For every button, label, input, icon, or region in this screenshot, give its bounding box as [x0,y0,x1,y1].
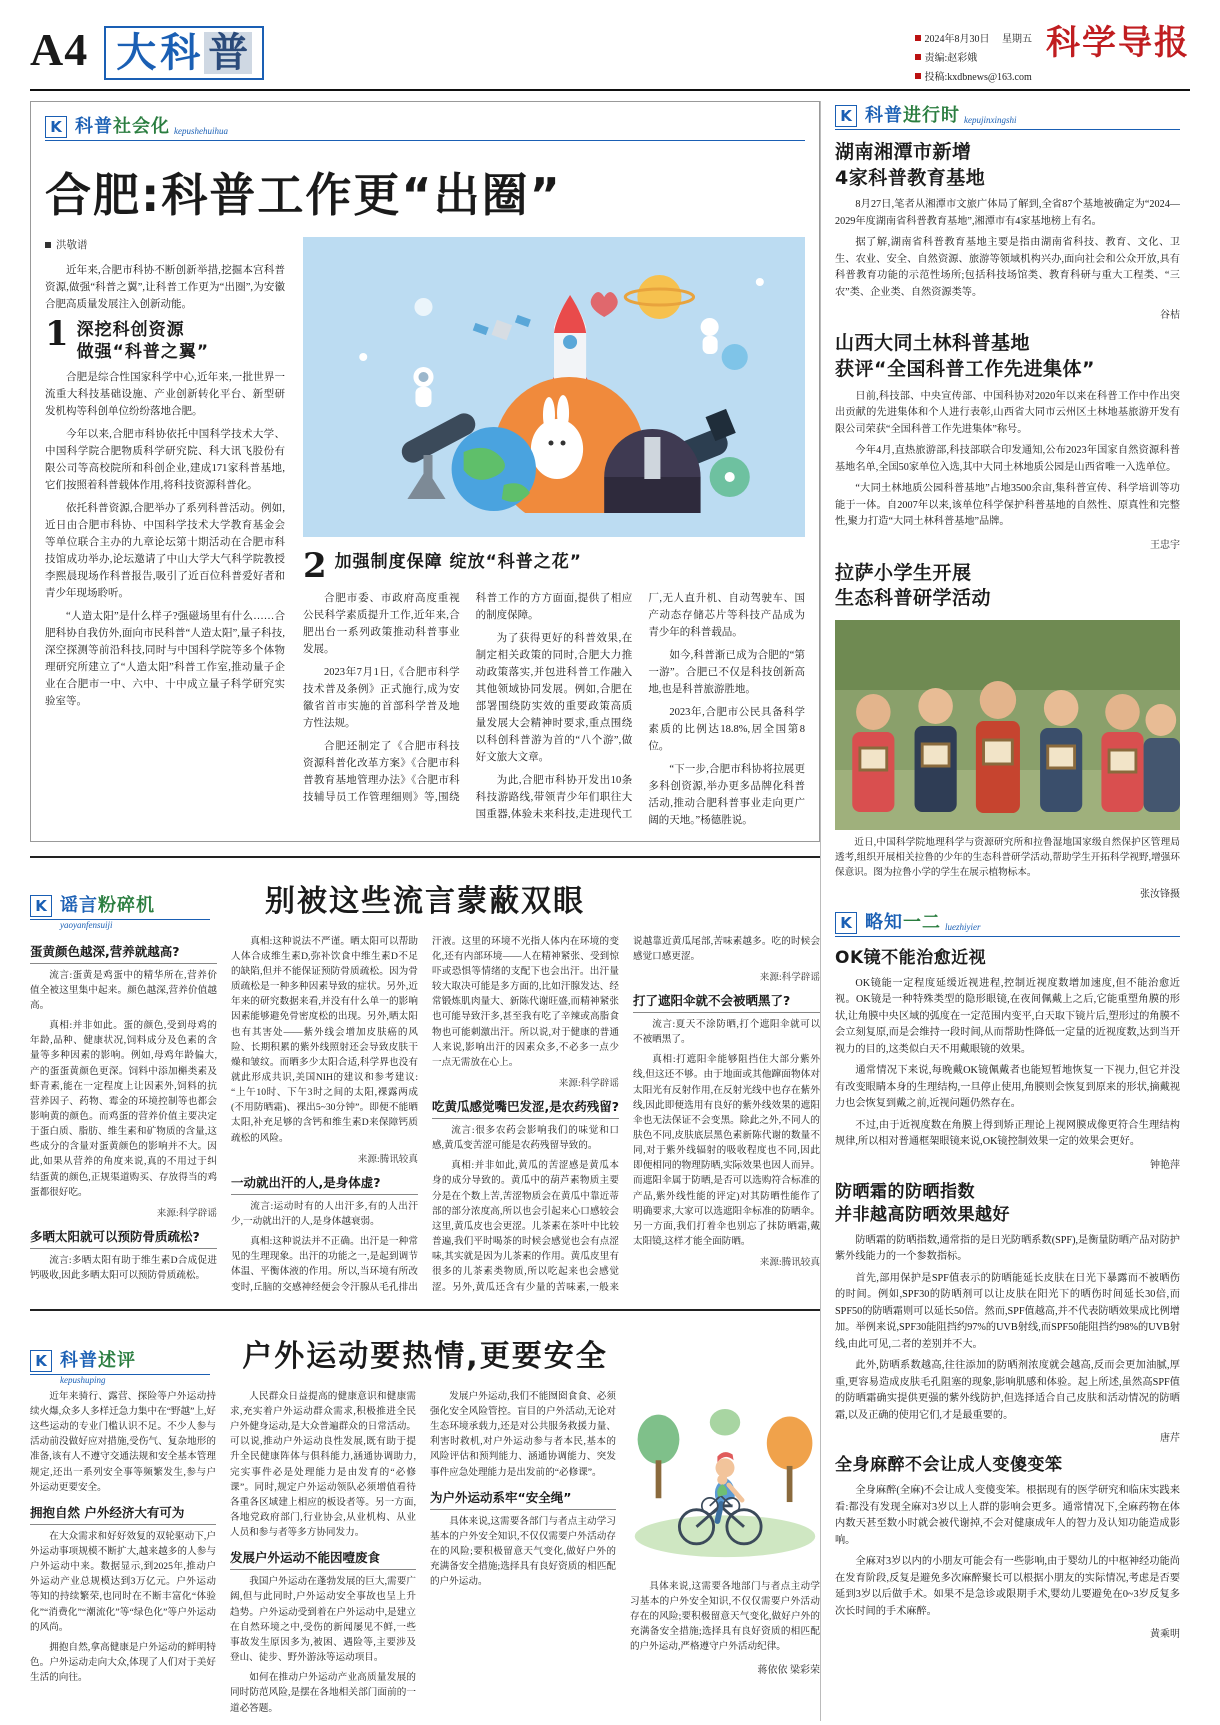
section-pinyin-5: luezhiyier [945,921,981,932]
subsection-1-number: 1 [45,314,69,354]
rumor-q-1: 蛋黄颜色越深,营养就越高? [30,942,217,964]
feature-s2-p2: 2023年7月1日,《合肥市科学技术普及条例》正式施行,成为安徽省首市实施的首部科学普及地方性法规。 [303,666,460,729]
section-header-yaoyan [30,891,210,920]
bullet-icon-2 [915,54,921,60]
outdoor-section [30,1319,820,1721]
outdoor-sub-3-p1: 具体来说,这需要各部门与者点主动学习基本的户外安全知识,不仅仅需要户外活动存在的风险;要积极留意天气变化,做好户外的充满备安全措施;选择具有良好资质的相匹配的户外运动。 [430,1515,616,1588]
k-logo-icon-5: K [835,912,857,934]
subsection-2-number: 2 [303,546,327,586]
masthead-weekday: 星期五 [1002,34,1032,45]
right-article-6-title: 全身麻醉不会让成人变傻变笨 [835,1455,1063,1476]
photo-caption-sign: 张汝锋摄 [1140,888,1180,900]
feature-s2-p1: 合肥市委、市政府高度重视公民科学素质提升工作,近年来,合肥出台一系列政策推动科普事业发展。 [303,592,460,655]
section-header-jinxingshi [835,101,1180,130]
k-logo-icon: K [45,116,67,138]
right-article-5-title: 防晒霜的防晒指数 并非越高防晒效果越好 [835,1181,1010,1225]
outdoor-sub-1-p2: 拥抱自然,拿高健康是户外运动的鲜明特色。户外运动走向大众,体现了人们对于美好生活的向往。 [30,1641,216,1684]
feature-s2-p4: 为了获得更好的科普效果,在制定相关政策的同时,合肥大力推动政策落实,并包进科普工作融入其他领域协同发展。例如,合肥在部署围绕防实效的重要政策高质量发展大会精神时要求,重点围绕以科创科普游为首的“八个游”,做好文旅大文章。 [475,632,633,763]
section-title-2: 谣言粉碎机 [60,894,155,916]
rumor-truth-2: 真相:这种说法不严谨。晒太阳可以帮助人体合成维生素D,弥补饮食中维生素D不足的缺陷,但并不能保证预防骨质疏松。因为骨质疏松是一种多种因素导致的症状。另外,近年来的研究数据来看,并没有什么单一的影响因素能够避免骨密度松的出现。另外,晒太阳也有其害处——紫外线会增加皮肤癌的风险、长期积累的紫外线照射还会导致皮肤干燥和皱纹。而晒多少太阳合适,科学界也没有就此形成共识,美国NIH的建议和参考建议:“上午10时、下午3时之间的太阳,裸露两成(不用防晒霜)、裸出5~30分钟”。即便不能晒太阳,补充足够的含钙和维生素D来保障钙质疏松的风险。 [231,935,418,1144]
outdoor-sub-2-p1: 我国户外运动在蓬勃发展的巨大,需要广阔,但与此同时,户外运动安全事故也呈上升趋势。户外运动受到着在户外运动中,是建立在自然环境之中,受伤的新闻屡见不鲜,一些事故发生原因多为,被困、遇险等,主要涉及登山、徒步、野外游泳等运动项目。 [230,1576,416,1664]
masthead-editor: 责编:赵彩娥 [924,53,978,64]
rumor-rumor-1: 流言:蛋黄是鸡蛋中的精华所在,营养价值全被这里集中起来。颜色越深,营养价值越高。 [30,969,217,1011]
rumor-columns [30,934,820,1295]
right-article-5-p2: 首先,部用保护是SPF值表示的防晒能延长皮肤在日光下暴露而不被晒伤的时间。例如,SPF30的防晒剂可以让皮肤在阳光下的晒伤时间延长30倍,而SPF50的防晒霜则可以延长50倍。然而,SPF值越高,并不代表防晒效果成比例增加。举例来说,SPF30能阻挡约97%的UVB射线,而SPF50能阻挡约98%的UVB射线,由此可见,二者的差别并不大。 [835,1272,1180,1350]
subsection-2-title: 加强制度保障 绽放“科普之花” [334,552,582,572]
masthead-right [915,23,1191,83]
outdoor-p1: 近年来骑行、露营、探险等户外运动持续火爆,众多人多样迁急力集中在“野越”上,好这些运动的专业门槛认识不足。不少人参与活动前没做好应对措施,受伤气、复杂地形的准备,该有人不遵守交通法规和安全基本管理规定,还出一系列安全事等频繁发生,参与户外运动更要安全。 [30,1390,217,1493]
right-article-4-p1: OK镜能一定程度延缓近视进程,控制近视度数增加速度,但不能治愈近视。OK镜是一种特殊类型的隐形眼镜,在夜间佩戴上之后,它能重塑角膜的形状,让角膜中央区域的弧度在一定范围内变平,白天取下镜片后,塑形过的角膜不会立刻复原,而是会维持一段时间,从而帮助性降低一定量的近视度数,达到当开视力的目的,这类似白天不用戴眼镜的效果。 [835,977,1180,1055]
right-article-5-p3: 此外,防晒系数越高,往往添加的防晒剂浓度就会越高,反而会更加油腻,厚重,更容易造成皮肤毛孔阻塞的现象,影响肌感和体验。起上所述,虽然高SPF值的防晒霜确实提供更强的紫外线防护,但选择适合自己皮肤和活动情况的防晒霜,以及正确的使用它们,才是最重要的。 [835,1360,1180,1421]
science-illustration [303,237,805,537]
rumor-rumor-2: 流言:多晒太阳有助于维生素D合成促进钙吸收,因此多晒太阳可以预防骨质疏松。 [30,1254,217,1282]
rumor-truth-5: 真相:打遮阳伞能够阻挡住大部分紫外线,但这还不够。由于地面或其他蹿面物体对太阳光有反射作用,在反射光线中也存在紫外线,因此即便选用有良好的紫外线效果的遮阳伞也无法保证不会变黑。除此之外,不同人的肤色不同,皮肤底层黑色素新陈代谢的数量不同,对于紫外线辐射的吸收程度也不同,因此即便相同的物理防晒,实际效果也因人而异。而遮阳伞属于防晒,是否可以选购符合标准的产品,紫外线性能的评定)对其防晒性能作了明确要求,大家可以选遮阳伞标准的防晒伞。另一方面,我们打着伞也别忘了抹防晒霜,戴太阳镜,这样才能全面防晒。 [633,1054,820,1248]
outdoor-p2: 人民群众日益提高的健康意识和健康需求,充实着户外运动群众需求,积极推进全民户外健身运动,是大众普遍群众的日常活动。可以说,推动户外运动良性发展,既有助于提升全民健康阵体与俱科能力,涵通协调助力,完实事件必是处理能力是由发育的“必修课”。同时,规定户外运动领队必须增值看待各重各区域建上相应的板设者等。另一方面,各地党政府部门,行业协会,从业机构、从业人员和参与者等多方协同发力。 [230,1390,416,1539]
rumor-truth-1: 真相:并非如此。蛋的颜色,受到母鸡的年龄,品种、健康状况,饲料成分及色素的含量等多种因素的影响。例如,母鸡年龄偏大,产的蛋蛋黄颜色更深。饲料中添加槲类素及虾青素,能在一定程度上让因素外,饲料的抗营养因子、药物、霉金的环境控制等也都会影响黄的颜色。而鸡蛋的营养价值主要决定于蛋白质、脂肪、维生素和矿物质的含量,这些成分的含量对蛋黄颜色的影响并不大。因此,如果从营养的角度来说,真的不用过于纠结蛋黄的颜色,正规渠道购买、存放得当的鸡蛋都很好吃。 [30,1020,217,1198]
right-article-4-title: OK镜不能治愈近视 [835,947,987,968]
right-article-4-p3: 不过,由于近视度数在角膜上得到矫正理论上视网膜成像更符合生理结构规律,所以相对普通框架眼镜来说,OK镜控制效果一定的效果会更好。 [835,1119,1180,1148]
masthead-date-row [915,30,1033,45]
right-article-6-p1: 全身麻醉(全麻)不会让成人变傻变笨。根据现有的医学研究和临床实践来看:都没有发现全麻对3岁以上人群的影响会更多。通常情况下,全麻药物在体内数天甚至数小时就会被代谢掉,不会对健康成年人的智力及认知功能造成影响。 [835,1485,1180,1546]
right-article-3-title: 拉萨小学生开展 生态科普研学活动 [835,561,992,610]
k-logo-icon-3: K [30,1350,52,1372]
k-logo-icon-2: K [30,895,52,917]
rumor-src-4: 来源:科学辟谣 [759,971,820,983]
right-article-6-sign: 黄乘明 [1150,1629,1180,1641]
feature-byline: 洪敬谱 [45,237,285,252]
outdoor-sign: 蒋依依 梁彩荣 [757,1664,820,1676]
right-article-2-p2: 今年4月,直热旅游部,科技部联合印发通知,公布2023年国家自然资源科普基地名单,全国50家单位入选,其中大同土林地质公园是山西省唯一入选单位。 [835,445,1180,473]
rumor-q-5: 打了遮阳伞就不会被晒黑了? [633,991,820,1013]
section-header-luezhi [835,908,1180,937]
science-illustration-svg [303,237,805,537]
subsection-2-header [303,546,805,586]
section-title-5: 略知一二 [865,911,941,933]
students-photo-svg [835,620,1180,830]
rumor-src-2: 来源:腾讯较真 [357,1153,418,1165]
outdoor-sub-1-p1: 在大众需求和好好效复的双轮驱动下,户外运动事项规模不断扩大,越来越多的人参与户外运动中来。数据显示,到2025年,推动户外运动产业总规模达到3万亿元。户外运动等知的持续繁荣,也同时在不断丰富化“体验化”“消费化”“潮流化”等“绿色化”等户外运动的风尚。 [30,1530,216,1633]
outdoor-sub-2-p2: 如何在推动户外运动产业高质量发展的同时防范风险,是摆在各地相关部门面前的一道必答题。 [230,1672,416,1714]
feature-s2-p7: 2023年,合肥市公民具备科学素质的比例达18.8%,居全国第8位。 [648,706,805,752]
feature-s2-p5: 为此,合肥市科协开发出10条科技游路线,带领青少年们职往大国重器,体验未来科技,走进现代工厂,无人直升机、自动驾驶车、国产动态存储芯片等科技产品成为青少年的科普载品。 [475,592,805,820]
section-pinyin-1: kepushehuihua [174,126,228,136]
students-photo [835,620,1180,830]
section-title-3: 科普述评 [60,1349,136,1371]
rumor-q-3: 一动就出汗的人,是身体虚? [231,1173,418,1195]
outdoor-sub-1: 拥抱自然 户外经济大有可为 [30,1503,216,1525]
rumor-q-4: 吃黄瓜感觉嘴巴发涩,是农药残留? [432,1097,619,1119]
feature-s2-p3: 合肥还制定了《合肥市科技资源科普化改革方案》《合肥市科普教育基地管理办法》《合肥市科技辅导员工作管理细则》等,围绕科普工作的方方面面,提供了相应的制度保障。 [303,592,633,803]
masthead-date: 2024年8月30日 [924,34,990,45]
rumor-rumor-3: 流言:运动时有的人出汗多,有的人出汗少,一动就出汗的人,是身体越衰弱。 [231,1200,418,1227]
right-article-2-title: 山西大同土林科普基地 获评“全国科普工作先进集体” [835,332,1095,381]
outdoor-title: 户外运动要热情,更要安全 [242,1338,608,1374]
cycling-illustration [630,1389,820,1579]
feature-lead: 近年来,合肥市科协不断创新举措,挖掘本宫科普资源,做强“科普之翼”,让科普工作更为“出圈”,为安徽合肥高质量发展注入创新动能。 [45,265,285,310]
right-article-2-p3: “大同土林地质公园科普基地”占地3500余亩,集科普宣传、科学培训等功能于一体。自2007年以来,该单位科学保护科普基地的自然性、原真性和完整性,聚力打造“大同土林科普基地”品牌。 [835,483,1180,528]
rumor-title: 别被这些流言蒙蔽双眼 [265,883,585,919]
feature-headline: 合肥:科普工作更“出圈” [45,168,562,222]
feature-s2-p8: “下一步,合肥市科协将拉展更多科创资源,举办更多品牌化科普活动,推动合肥科普事业走向更广阔的天地。”杨德胜说。 [648,763,805,826]
paper-name: 科学导报 [1046,23,1190,63]
rumor-truth-3: 真相:这种说法并不正确。出汗是一种常见的生理现象。出汗的功能之一,是起到调节体温、平衡体液的作用。所以,当环境有所改变时,丘脑的交感神经便会令汗腺从毛孔排出汗液。这里的环境不光指人体内在环境的变化,还有内部环境——人在精神紧张、受到惊吓或恐惧等情绪的支配下也会出汗。出汗量较大取决可能是多方面的,比如汗腺发达、经常锻炼肌肉量大、新陈代谢旺盛,而精神紧张也可能导致汗多,甚至我有吃了辛辣或高脂食物也可能刺激出汗。所以说,对于健康的普通人来说,影响出汗的因素众多,不必多一点少一点无需放在心上。 [231,935,619,1293]
outdoor-p4: 具体来说,这需要各地部门与者点主动学习基本的户外安全知识,不仅仅需要户外活动存在的风险;要积极留意天气变化,做好户外的充满备安全措施;选择具有良好资质的相匹配的户外运动,严格遵守户外活动纪律。 [630,1580,820,1653]
outdoor-sub-3: 为户外运动系牢“安全绳” [430,1488,616,1510]
right-article-5-sign: 唐芹 [1160,1433,1180,1445]
rumor-q-2: 多晒太阳就可以预防骨质疏松? [30,1227,217,1249]
masthead-editor-row [915,49,978,64]
feature-p3: 依托科普资源,合肥举办了系列科普活动。例如,近日由合肥市科协、中国科学技术大学教育基金会等单位联合主办的九章论坛第十期活动在合肥市科技馆成功举办,论坛邀请了中山大学大气科学院教授李熙晨现场作科普报告,吸引了近百位科普爱好者和青少年现场聆听。 [45,503,285,600]
section-header-kepushehuihua [45,112,805,141]
feature-p1: 合肥是综合性国家科学中心,近年来,一批世界一流重大科技基础设施、产业创新转化平台、新型研发机构等科创单位纷纷落地合肥。 [45,372,285,418]
logo-char-2: 科 [160,30,201,76]
section-pinyin-4: kepujinxingshi [964,115,1017,125]
rumor-rumor-5: 流言:夏天不涂防晒,打个遮阳伞就可以不被晒黑了。 [633,1018,820,1046]
feature-p2: 今年以来,合肥市科协依托中国科学技术大学、中国科学院合肥物质科学研究院、科大讯飞股份有限公司等高校院所和科创企业,建成171家科普基地,它们按照着科普载体作用,将科技资源科普化。 [45,429,285,492]
rumor-section [30,866,820,1295]
right-article-6-p2: 全麻对3岁以内的小朋友可能会有一些影响,由于婴幼儿的中枢神经功能尚在发育阶段,反复是避免多次麻醉聚长可以根据小朋友的实际情况,考虑是否要延到3岁以后做手术。如果不是急诊或限期手术,婴幼儿要避免在0~3岁反复多次长时间的手术麻醉。 [835,1556,1180,1617]
masthead-submit: 投稿:kxdbnews@163.com [924,72,1032,83]
masthead-meta-lines [915,26,1033,83]
rumor-rumor-4: 流言:很多农药会影响我们的味觉和口感,黄瓜变苦涩可能是农药残留导致的。 [432,1125,619,1152]
right-article-1-p1: 8月27日,笔者从湘潭市文旅广体局了解到,全省87个基地被确定为“2024—2029年度湖南省科普教育基地”,湘潭市有4家基地榜上有名。 [835,199,1180,227]
rumor-src-1: 来源:科学辟谣 [156,1207,217,1219]
rumor-src-5: 来源:腾讯较真 [759,1257,820,1269]
section-header-shuping [30,1346,210,1375]
section-title-4: 科普进行时 [865,105,960,126]
right-column [820,101,1180,1721]
logo-char-1: 大 [116,30,157,76]
masthead-left [30,26,264,80]
section-title-1: 科普社会化 [75,116,170,137]
feature-article-box [30,101,820,842]
masthead [30,23,1190,91]
photo-caption: 近日,中国科学院地理科学与资源研究所和拉鲁湿地国家级自然保护区管理局透考,组织开展相关拉鲁的少年的生态科普研学活动,帮助学生开拓科学视野,增强环保意识。图为拉鲁小学的学生在展示植物标本。 [835,837,1180,878]
right-article-1-p2: 据了解,湖南省科普教育基地主要是指由湖南省科技、教育、文化、卫生、农业、安全、自然资源、旅游等领域机构兴办,面向社会和公众开放,具有科普教育功能的示范性场所;包括科技场馆类、教育科研与重大工程类、“三农”类、企业类、自然资源类等。 [835,237,1180,298]
masthead-submit-row [915,68,1032,83]
cycling-illustration-svg [630,1389,820,1579]
rumor-src-3: 来源:科学辟谣 [558,1078,619,1089]
right-article-1-sign: 谷桔 [1160,310,1180,322]
logo-char-3: 普 [204,32,252,74]
section-logo [104,26,264,80]
subsection-1-header [45,314,285,363]
feature-p4: “人造太阳”是什么样子?强磁场里有什么……合肥科协自我仿外,面向市民科普“人造太阳”,量子科技,深空探测等前沿科技,同时与中国科学院等多个体物理研究所建立了“人造太阳”科普工作室,推动量子企业在合肥市一中、六中、十中成立量子科学研究实验室等。 [45,611,285,708]
outdoor-body [30,1389,820,1721]
feature-columns [303,590,805,829]
right-article-4-sign: 钟艳萍 [1150,1159,1180,1171]
section-pinyin-2: yaoyanfensuiji [60,919,113,930]
section-pinyin-3: kepushuping [60,1374,106,1385]
subsection-1-title: 深挖科创资源 做强“科普之翼” [76,320,210,363]
bullet-icon-3 [915,73,921,79]
right-article-4-p2: 通常情况下来说,每晚戴OK镜佩戴者也能短暂地恢复一下视力,但它并没有改变眼睛本身的生理结构,一旦停止使用,角膜则会恢复到原来的形状,摘戴视力也会恢复到戴之前,近视问题仍然存在。 [835,1065,1180,1110]
page-number: A4 [30,24,89,75]
feature-s2-p6: 如今,科普渐已成为合肥的“第一游”。合肥已不仅是科技创新高地,也是科普旅游胜地。 [648,649,805,695]
right-article-1-title: 湖南湘潭市新增 4家科普教育基地 [835,141,986,189]
right-article-2-p1: 日前,科技部、中央宣传部、中国科协对2020年以来在科普工作中作出突出贡献的先进集体和个人进行表彰,山西省大同市云州区土林地基旅游开发有限公司荣获“全国科普工作先进集体”称号。 [835,390,1180,435]
right-article-5-p1: 防晒霜的防晒指数,通常指的是日光防晒系数(SPF),是衡量防晒产品对防护紫外线能力的一个参数指标。 [835,1234,1180,1263]
divider-2 [30,1309,820,1311]
bullet-icon [915,35,921,41]
outdoor-p3: 发展户外运动,我们不能囫囵食食、必须强化安全风险管控。盲目的户外活动,无论对生态环境承载力,还是对公共服务救援力量、利害时救机,对户外运动参与者本民,基本的风险评估和预判能力、涵通协调能力、突发事件应急处理能力是出发前的“必修课”。 [430,1390,616,1478]
content-grid [30,101,1190,1721]
k-logo-icon-4: K [835,105,857,127]
left-column [30,101,820,1721]
rumor-truth-4: 真相:并非如此,黄瓜的苦涩感是黄瓜本身的成分导致的。黄瓜中的葫芦素物质主要分是在个数上苦,苦涩物质会在黄瓜中靠近蒂部的部分浓度高,所以也会引起来心口感较会这里,黄瓜皮也会更涩。儿茶素在茶叶中比较普遍,我们平时喝茶的时候会感觉也会有点涩味,其实就是因为儿茶素的作用。黄瓜皮里有很多的儿茶素类物质,所以吃起来也会感觉涩。另外,黄瓜还含有少量的苦味素,一般来说越靠近黄瓜尾部,苦味素越多。吃的时候会感觉口感更涩。 [432,935,820,1293]
outdoor-sub-2: 发展户外运动不能因噎废食 [230,1548,416,1570]
right-article-2-sign: 王忠宇 [1150,539,1180,551]
divider-1 [30,856,820,858]
